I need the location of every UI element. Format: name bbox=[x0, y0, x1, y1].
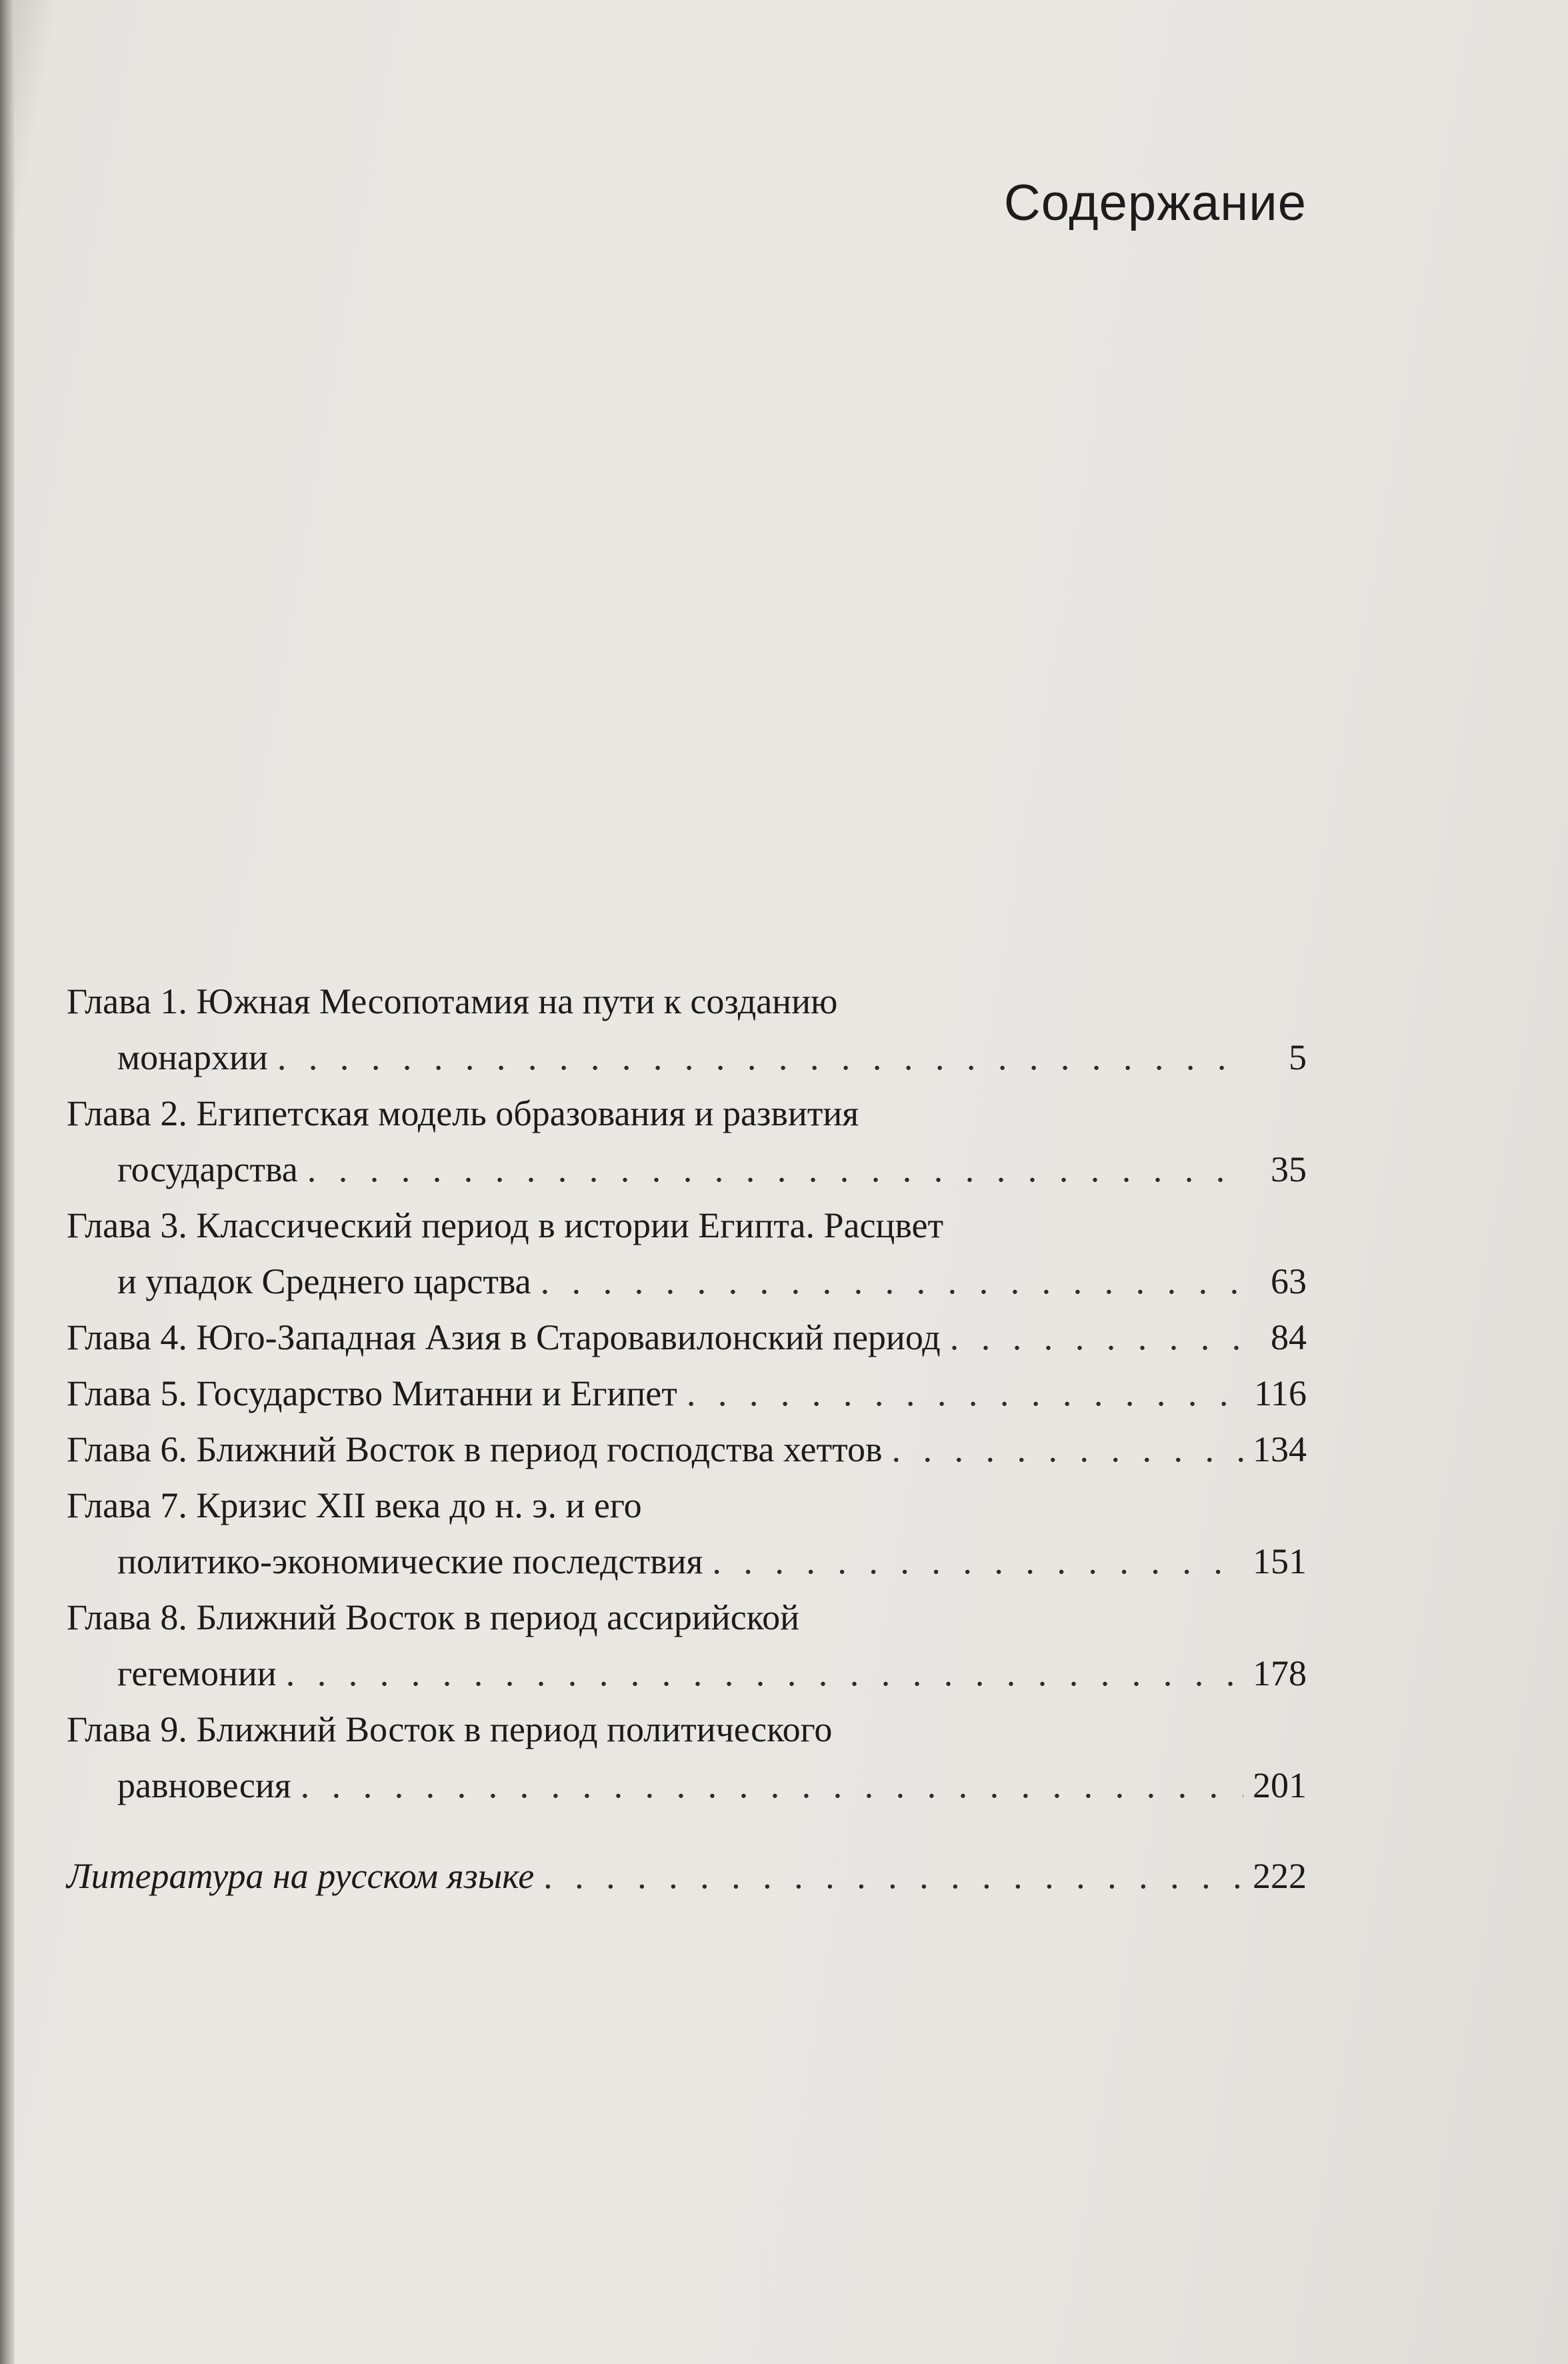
toc-page-number: 201 bbox=[1253, 1765, 1307, 1805]
toc-page-number: 134 bbox=[1253, 1429, 1307, 1469]
dot-leader bbox=[286, 1645, 1243, 1701]
toc-entry-title-line: и упадок Среднего царства bbox=[117, 1261, 531, 1301]
toc-page-number: 35 bbox=[1271, 1149, 1307, 1189]
toc-page-number: 178 bbox=[1253, 1653, 1307, 1693]
dot-leader bbox=[712, 1533, 1243, 1589]
dot-leader bbox=[301, 1757, 1243, 1813]
toc-page-number: 63 bbox=[1271, 1261, 1307, 1301]
toc-entry-title-line: монархии bbox=[117, 1037, 268, 1077]
toc-entry-title-line: Глава 1. Южная Месопотамия на пути к созданию bbox=[67, 981, 838, 1021]
dot-leader bbox=[891, 1421, 1243, 1477]
dot-leader bbox=[307, 1141, 1244, 1197]
dot-leader bbox=[541, 1253, 1244, 1309]
toc-page-number: 222 bbox=[1253, 1856, 1307, 1896]
toc-entry-title-line: Глава 6. Ближний Восток в период господства хеттов bbox=[67, 1429, 883, 1469]
toc-entry-title-line: Глава 5. Государство Митанни и Египет bbox=[67, 1373, 677, 1413]
toc-entry-chapter-3[interactable] bbox=[67, 1197, 1307, 1309]
toc-page-number: 116 bbox=[1254, 1373, 1307, 1413]
page-title: Содержание bbox=[1003, 174, 1307, 231]
toc-entry-chapter-2[interactable] bbox=[67, 1085, 1307, 1197]
toc-entry-title-line: политико-экономические последствия bbox=[117, 1541, 703, 1581]
toc-entry-title-line: Глава 7. Кризис XII века до н. э. и его bbox=[67, 1485, 642, 1525]
dot-leader bbox=[950, 1309, 1244, 1365]
toc-entry-title-line: Глава 3. Классический период в истории Египта. Расцвет bbox=[67, 1205, 944, 1245]
toc-entry-chapter-8[interactable] bbox=[67, 1589, 1307, 1701]
table-of-contents bbox=[67, 973, 1307, 1904]
toc-entry-title-line: гегемонии bbox=[117, 1653, 277, 1693]
toc-entry-chapter-9[interactable] bbox=[67, 1701, 1307, 1813]
toc-entry-chapter-1[interactable] bbox=[67, 973, 1307, 1085]
toc-entry-title-line: равновесия bbox=[117, 1765, 291, 1805]
dot-leader bbox=[277, 1029, 1244, 1085]
toc-entry-title-line: Глава 2. Египетская модель образования и развития bbox=[67, 1093, 859, 1133]
toc-page-number: 5 bbox=[1289, 1037, 1307, 1077]
toc-entry-title-line: Глава 9. Ближний Восток в период политического bbox=[67, 1709, 833, 1749]
toc-page-number: 151 bbox=[1253, 1541, 1307, 1581]
toc-entry-title-line: Глава 4. Юго-Западная Азия в Старовавилонский период bbox=[67, 1317, 941, 1357]
dot-leader bbox=[687, 1365, 1244, 1421]
toc-entry-chapter-6[interactable] bbox=[67, 1421, 1307, 1477]
page-edge bbox=[0, 0, 15, 2364]
toc-entry-title-line: Литература на русском языке bbox=[67, 1856, 535, 1896]
toc-entry-chapter-5[interactable] bbox=[67, 1365, 1307, 1421]
toc-page-number: 84 bbox=[1271, 1317, 1307, 1357]
toc-entry-title-line: Глава 8. Ближний Восток в период ассирийской bbox=[67, 1597, 800, 1637]
toc-entry-chapter-4[interactable] bbox=[67, 1309, 1307, 1365]
toc-entry-title-line: государства bbox=[117, 1149, 298, 1189]
toc-entry-literature[interactable] bbox=[67, 1848, 1307, 1904]
toc-entry-chapter-7[interactable] bbox=[67, 1477, 1307, 1589]
dot-leader bbox=[543, 1848, 1243, 1904]
